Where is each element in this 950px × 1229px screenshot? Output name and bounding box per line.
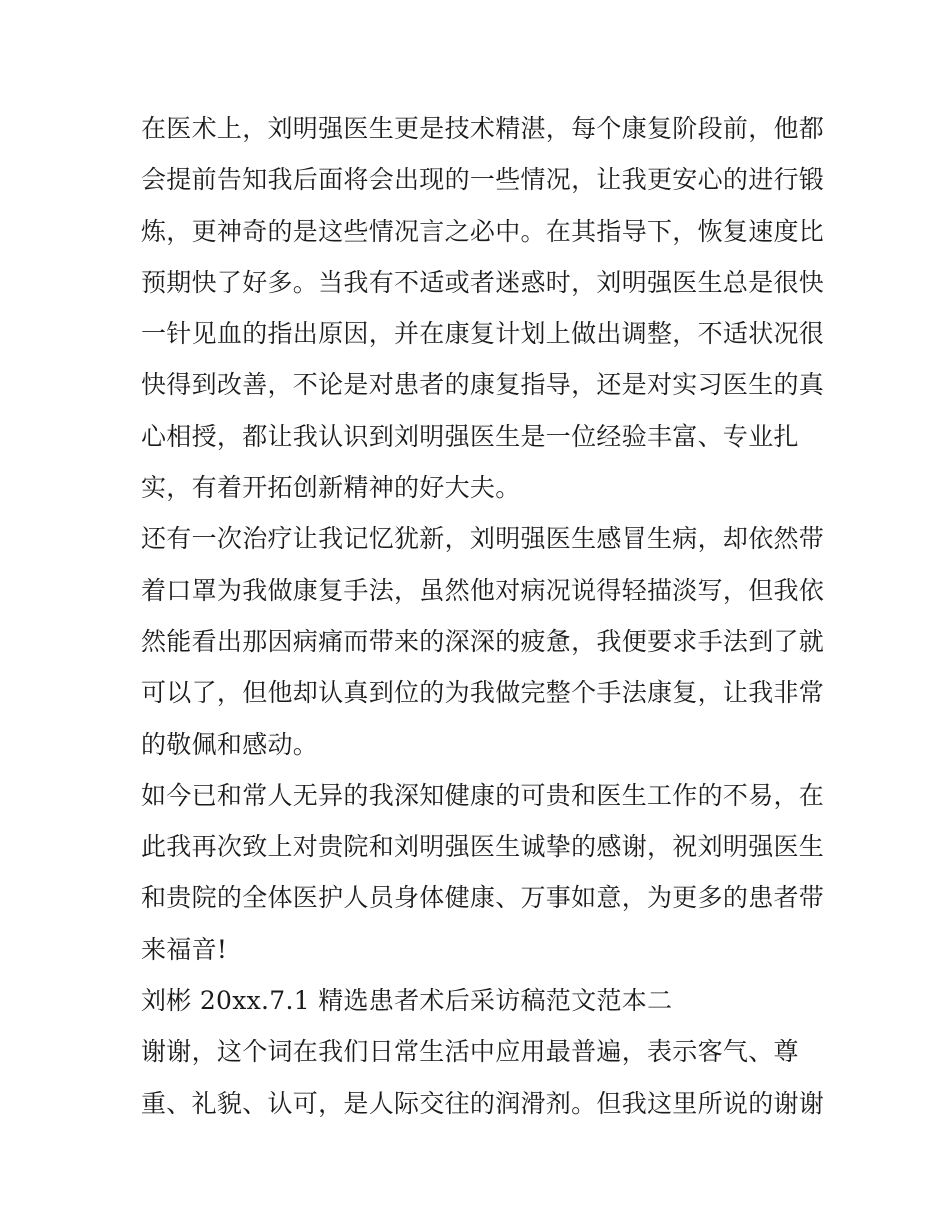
- text-line: 还有一次治疗让我记忆犹新，刘明强医生感冒生病，却依然带: [141, 524, 825, 554]
- text-line: 此我再次致上对贵院和刘明强医生诚挚的感谢，祝刘明强医生: [141, 832, 825, 862]
- text-line: 心相授，都让我认识到刘明强医生是一位经验丰富、专业扎: [141, 421, 799, 451]
- text-line: 快得到改善，不论是对患者的康复指导，还是对实习医生的真: [141, 370, 825, 400]
- text-line: 会提前告知我后面将会出现的一些情况，让我更安心的进行锻: [141, 165, 825, 195]
- text-line: 在医术上，刘明强医生更是技术精湛，每个康复阶段前，他都: [141, 114, 825, 143]
- document-body: [141, 103, 825, 1129]
- text-line: 实，有着开拓创新精神的好大夫。: [141, 473, 521, 503]
- text-line: 重、礼貌、认可，是人际交往的润滑剂。但我这里所说的谢谢: [141, 1088, 825, 1118]
- text-line: 着口罩为我做康复手法，虽然他对病况说得轻描淡写，但我依: [141, 575, 825, 605]
- text-line: 然能看出那因病痛而带来的深深的疲惫，我便要求手法到了就: [141, 626, 825, 656]
- text-line: 如今已和常人无异的我深知健康的可贵和医生工作的不易，在: [141, 780, 825, 810]
- text-line: 预期快了好多。当我有不适或者迷惑时，刘明强医生总是很快: [141, 267, 825, 297]
- signature-line: 刘彬 20xx.7.1 精选患者术后采访稿范文范本二: [141, 986, 673, 1016]
- text-line: 可以了，但他却认真到位的为我做完整个手法康复，让我非常: [141, 678, 825, 708]
- text-line: 谢谢，这个词在我们日常生活中应用最普遍，表示客气、尊: [141, 1037, 799, 1067]
- text-line: 的敬佩和感动。: [141, 729, 319, 759]
- text-line: 和贵院的全体医护人员身体健康、万事如意，为更多的患者带: [141, 883, 825, 913]
- text-line: 一针见血的指出原因，并在康复计划上做出调整，不适状况很: [141, 319, 825, 349]
- text-line: 炼，更神奇的是这些情况言之必中。在其指导下，恢复速度比: [141, 216, 825, 246]
- text-line: 来福音!: [141, 934, 228, 964]
